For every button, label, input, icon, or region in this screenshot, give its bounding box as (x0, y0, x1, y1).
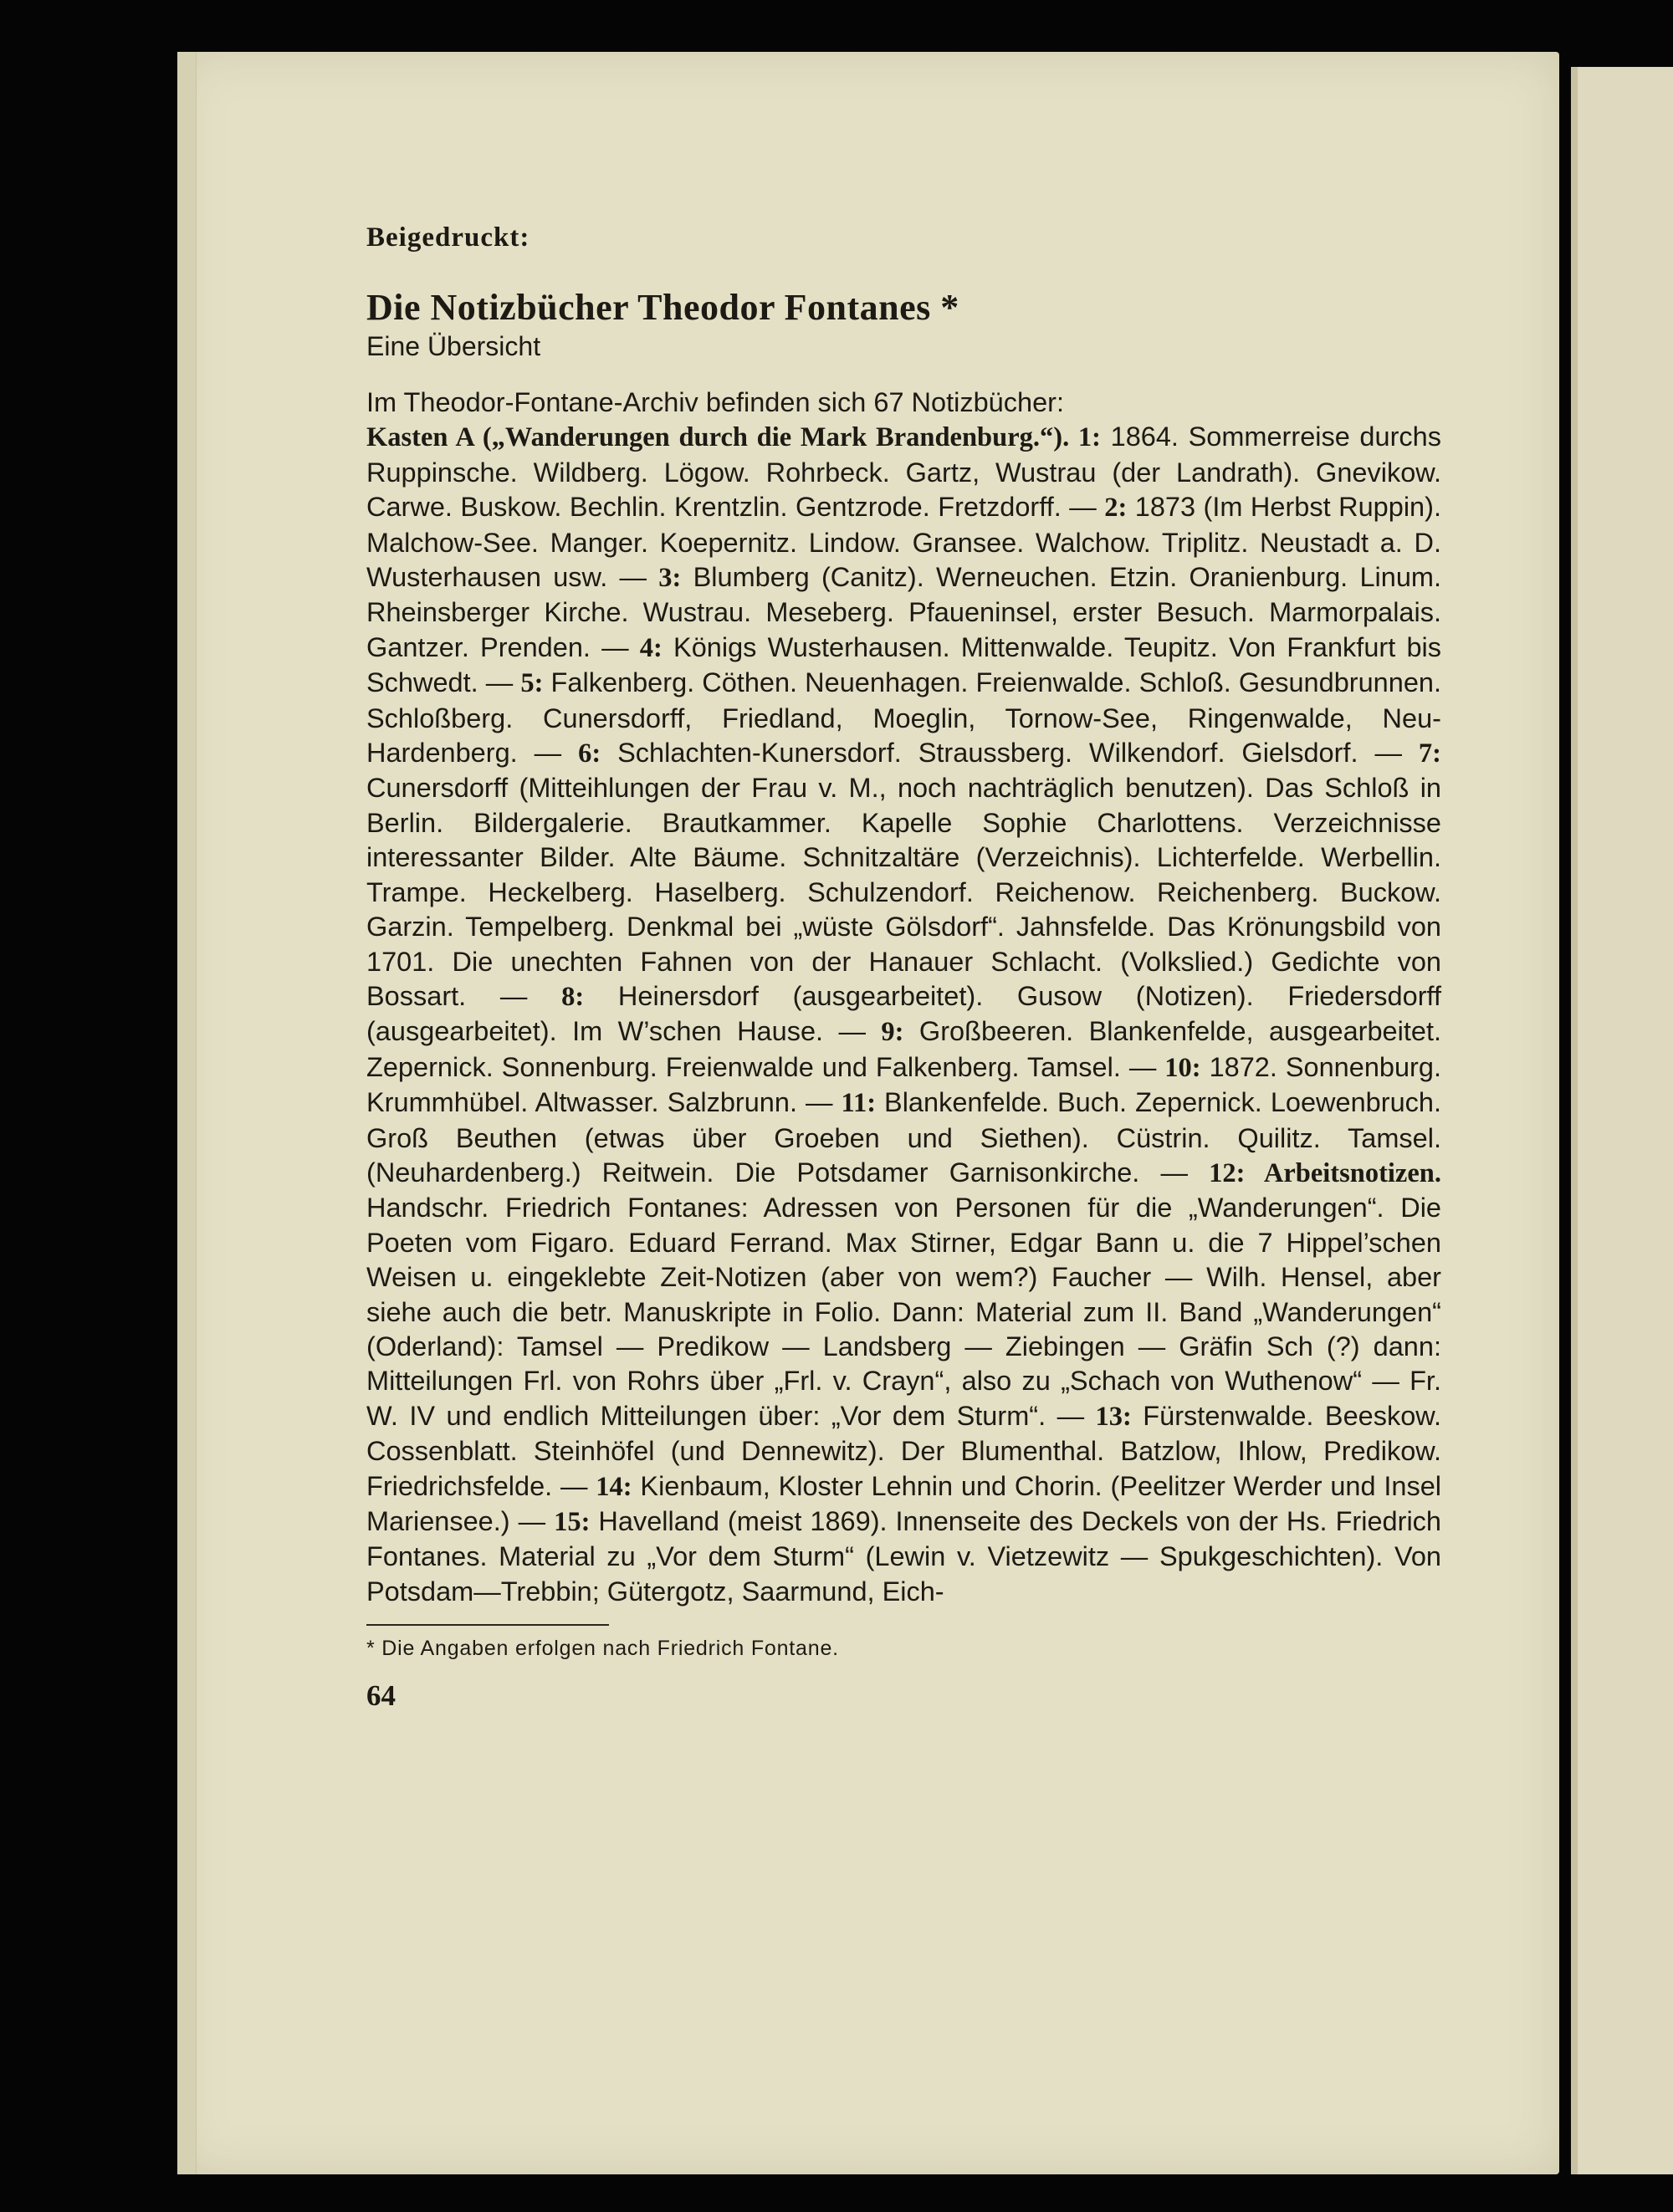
notebook-contents: Königs Wusterhausen. Mittenwalde. Teupitz. Von Frankfurt bis Schwedt. — (366, 631, 1441, 698)
notebook-contents: Großbeeren. Blankenfelde, ausgearbeitet. Zepernick. Sonnenburg. Freienwalde und Falkenberg. Tamsel. — (366, 1016, 1441, 1082)
footnote-divider (366, 1624, 609, 1626)
body-paragraph (366, 420, 1441, 1609)
page-subtitle: Eine Übersicht (366, 331, 541, 361)
notebook-number: 7: (1418, 738, 1441, 769)
notebook-number: 3: (658, 563, 682, 594)
notebook-number: 9: (881, 1017, 904, 1048)
notebook-contents: Blankenfelde. Buch. Zepernick. Loewenbruch. Groß Beuthen (etwas über Groeben und Siethen). Cüstrin. Quilitz. Tamsel. (Neuhardenberg.) Reitwein. Die Potsdamer Garnisonkirche. — (366, 1087, 1441, 1188)
notebook-contents: Havelland (meist 1869). Innenseite des Deckels von der Hs. Friedrich Fontanes. Material zu „Vor dem Sturm“ (Lewin v. Vietzewitz — Spukgeschichten). Von Potsdam—Trebbin; Gütergotz, Saarmund, Eich- (366, 1506, 1441, 1607)
page-title: Die Notizbücher Theodor Fontanes * (366, 287, 959, 328)
section-overline: Beigedruckt: (366, 222, 530, 253)
notebook-number: 6: (578, 738, 601, 769)
notebook-number: 2: (1104, 493, 1128, 524)
page-number: 64 (366, 1679, 396, 1713)
notebook-contents: Handschr. Friedrich Fontanes: Adressen von Personen für die „Wanderungen“. Die Poeten vom Figaro. Eduard Ferrand. Max Stirner, Edgar Bann u. die 7 Hippel’schen Weisen u. eingeklebte Zeit-Notizen (aber von wem?) Faucher — Wilh. Hensel, aber siehe auch die betr. Manuskripte in Folio. Dann: Material zum II. Band „Wanderungen“ (Oderland): Tamsel — Predikow — Landsberg — Ziebingen — Gräfin Sch (?) dann: Mitteilungen Frl. von Rohrs über „Frl. v. Crayn“, also zu „Schach von Wuthenow“ — Fr. W. IV und endlich Mitteilungen über: „Vor dem Sturm“. — (366, 1193, 1441, 1431)
notebook-contents: Kienbaum, Kloster Lehnin und Chorin. (Peelitzer Werder und Insel Mariensee.) — (366, 1470, 1441, 1536)
next-page-edge (1571, 67, 1673, 2174)
notebook-contents: Schlachten-Kunersdorf. Straussberg. Wilkendorf. Gielsdorf. — (601, 738, 1419, 769)
footnote: * Die Angaben erfolgen nach Friedrich Fontane. (366, 1637, 839, 1661)
notebook-number: 4: (639, 632, 663, 663)
notebook-number: 14: (596, 1471, 632, 1502)
notebook-contents: Blumberg (Canitz). Werneuchen. Etzin. Oranienburg. Linum. Rheinsberger Kirche. Wustrau. Meseberg. Pfaueninsel, erster Besuch. Marmorpalais. Gantzer. Prenden. — (366, 562, 1441, 662)
notebook-number: 12: Arbeitsnotizen. (1209, 1157, 1441, 1188)
notebook-number: Kasten A („Wanderungen durch die Mark Brandenburg.“). 1: (366, 422, 1101, 453)
notebook-contents: 1864. Sommerreise durchs Ruppinsche. Wildberg. Lögow. Rohrbeck. Gartz, Wustrau (der Landrath). Gnevikow. Carwe. Buskow. Bechlin. Krentzlin. Gentzrode. Fretzdorff. — (366, 421, 1441, 523)
notebook-number: 8: (561, 981, 585, 1012)
notebook-number: 5: (520, 668, 544, 699)
notebook-number: 13: (1095, 1401, 1132, 1432)
next-page-gutter (1571, 67, 1578, 2174)
notebook-contents: Cunersdorff (Mitteihlungen der Frau v. M., noch nachträglich benutzen). Das Schloß in Berlin. Bildergalerie. Brautkammer. Kapelle Sophie Charlottens. Verzeichnisse interessanter Bilder. Alte Bäume. Schnitzaltäre (Verzeichnis). Lichterfelde. Werbellin. Trampe. Heckelberg. Haselberg. Schulzendorf. Reichenow. Reichenberg. Buckow. Garzin. Tempelberg. Denkmal bei „wüste Gölsdorf“. Jahnsfelde. Das Krönungsbild von 1701. Die unechten Fahnen von der Hanauer Schlacht. (Volkslied.) Gedichte von Bossart. — (366, 773, 1441, 1011)
page-binding-edge (177, 52, 197, 2174)
notebook-contents: 1873 (Im Herbst Ruppin). Malchow-See. Manger. Koepernitz. Lindow. Gransee. Walchow. Triplitz. Neustadt a. D. Wusterhausen usw. — (366, 492, 1441, 593)
notebook-number: 11: (841, 1088, 877, 1119)
notebook-number: 10: (1164, 1052, 1201, 1083)
notebook-contents: 1872. Sonnenburg. Krummhübel. Altwasser. Salzbrunn. — (366, 1051, 1441, 1118)
page-content (366, 222, 1441, 1713)
notebook-contents: Fürstenwalde. Beeskow. Cossenblatt. Steinhöfel (und Dennewitz). Der Blumenthal. Batzlow, Ihlow, Predikow. Friedrichsfelde. — (366, 1400, 1441, 1501)
intro-paragraph: Im Theodor-Fontane-Archiv befinden sich 67 Notizbücher: (366, 387, 1065, 417)
notebook-number: 15: (554, 1507, 591, 1537)
notebook-contents: Heinersdorf (ausgearbeitet). Gusow (Notizen). Friedersdorff (ausgearbeitet). Im W’schen Hause. — (366, 980, 1441, 1047)
notebook-contents: Falkenberg. Cöthen. Neuenhagen. Freienwalde. Schloß. Gesundbrunnen. Schloßberg. Cunersdorff, Friedland, Moeglin, Tornow-See, Ringenwalde, Neu-Hardenberg. — (366, 667, 1441, 769)
